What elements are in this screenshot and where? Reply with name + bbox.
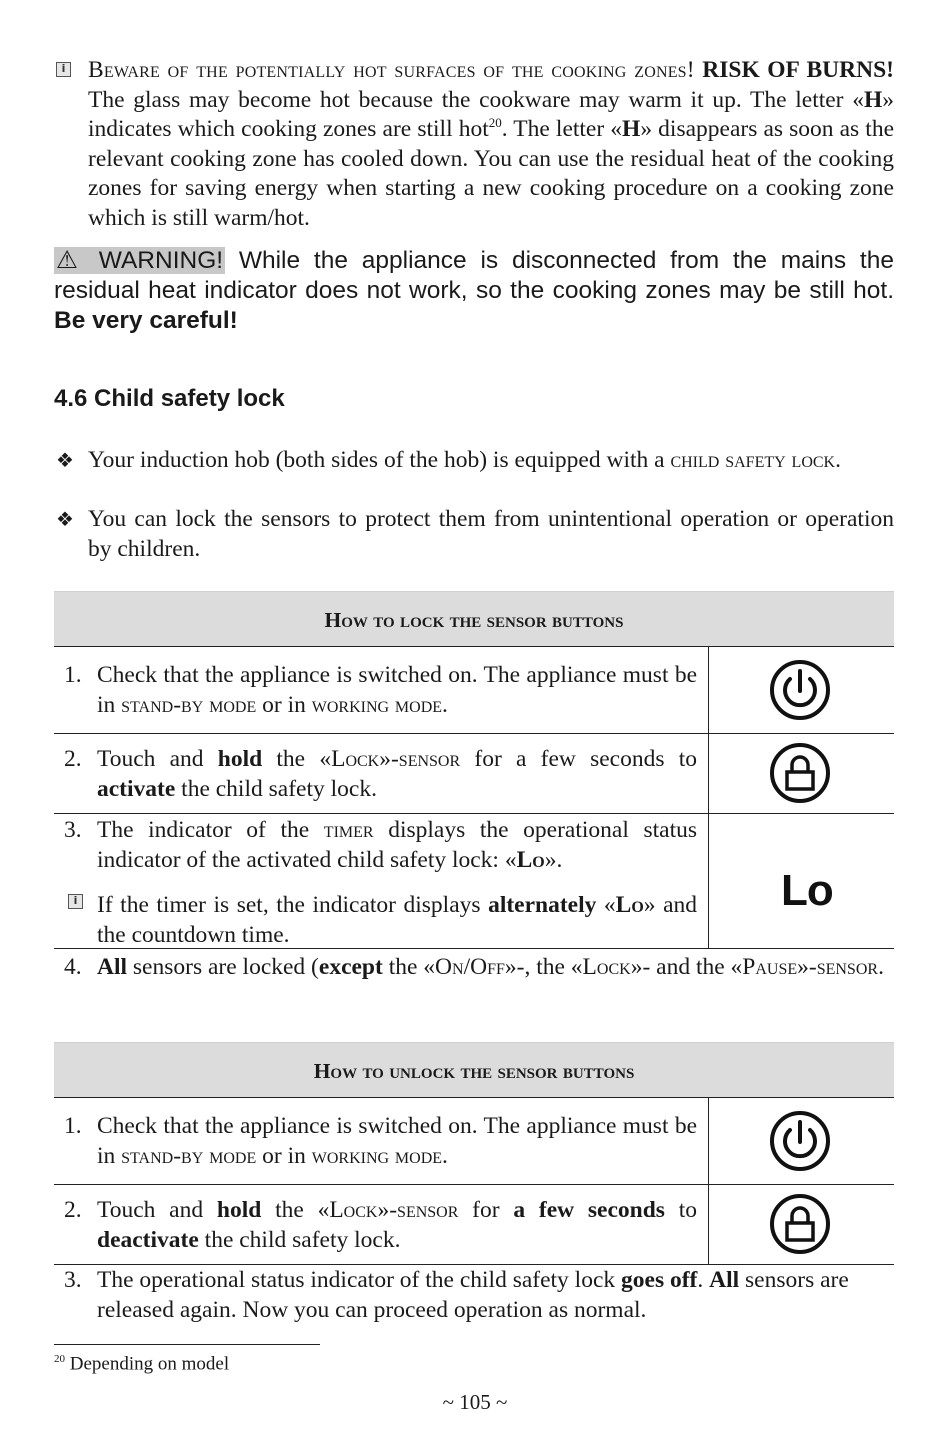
lock-table-title: How to lock the sensor buttons bbox=[54, 591, 894, 647]
footnote-ref: 20 bbox=[488, 115, 502, 131]
unlock-table-title: How to unlock the sensor buttons bbox=[54, 1042, 894, 1098]
table-row: 2. Touch and hold the «Lock»-sensor for a few seconds to deactivate the child safety lock. bbox=[54, 1184, 894, 1265]
footnote: $^{20}$ Depending on model bbox=[54, 1353, 230, 1375]
power-icon bbox=[769, 659, 831, 721]
page-number: ~ 105 ~ bbox=[442, 1390, 508, 1414]
table-row: 1. Check that the appliance is switched on. The appliance must be in stand-by mode or in working mode. bbox=[54, 646, 894, 734]
info-icon: i bbox=[56, 62, 71, 77]
table-row: 1. Check that the appliance is switched on. The appliance must be in stand-by mode or in working mode. bbox=[54, 1097, 894, 1185]
hot-surface-notice: Beware of the potentially hot surfaces of the cooking zones! RISK OF BURNS! The glass may become hot because the cookware may warm it up. The letter «H» indicates which cooking zones are still hot$^{20}$. The letter «H» disappears as soon as the relevant cooking zone has cooled down. You can use the residual heat of the cooking zones for saving energy when starting a new cooking procedure on a cooking zone which is still warm/hot. bbox=[88, 57, 895, 231]
info-icon: i bbox=[68, 894, 83, 909]
table-row: 3. The indicator of the timer displays the operational status indicator of the activated child safety lock: «Lo». i If the timer is set, the indicator displays alternately «Lo» and the countdown time. Lo bbox=[54, 813, 894, 949]
diamond-bullet-icon: ❖ bbox=[56, 507, 74, 531]
notice-lead: Beware of the potentially hot surfaces of the cooking zones! bbox=[88, 57, 695, 83]
lo-display-indicator: Lo bbox=[781, 866, 833, 915]
warning-emphasis: Be very careful! bbox=[54, 307, 238, 334]
power-icon bbox=[769, 1110, 831, 1172]
footnote-divider bbox=[54, 1344, 320, 1345]
bullet-item: ❖ You can lock the sensors to protect them from unintentional operation or operation by children. bbox=[56, 506, 894, 562]
warning-paragraph: ⚠ WARNING! While the appliance is disconnected from the mains the residual heat indicator does not work, so the cooking zones may be still hot. Be very careful! bbox=[54, 247, 894, 334]
lock-icon bbox=[769, 742, 831, 804]
table-row: 4. All sensors are locked (except the «On/Off»-, the «Lock»- and the «Pause»-sensor. bbox=[54, 948, 894, 1018]
lock-icon bbox=[769, 1193, 831, 1255]
risk-of-burns: RISK OF BURNS! bbox=[702, 57, 894, 83]
warning-triangle-icon: ⚠ bbox=[56, 247, 85, 274]
table-row: 2. Touch and hold the «Lock»-sensor for a few seconds to activate the child safety lock. bbox=[54, 733, 894, 814]
warning-tag: ⚠ WARNING! bbox=[56, 247, 224, 274]
section-heading: 4.6 Child safety lock bbox=[54, 385, 285, 412]
bullet-item: ❖ Your induction hob (both sides of the hob) is equipped with a child safety lock. bbox=[54, 446, 894, 476]
table-row: 3. The operational status indicator of the child safety lock goes off. All sensors are released again. Now you can proceed operation as normal. bbox=[54, 1264, 894, 1330]
diamond-bullet-icon: ❖ bbox=[56, 448, 74, 472]
